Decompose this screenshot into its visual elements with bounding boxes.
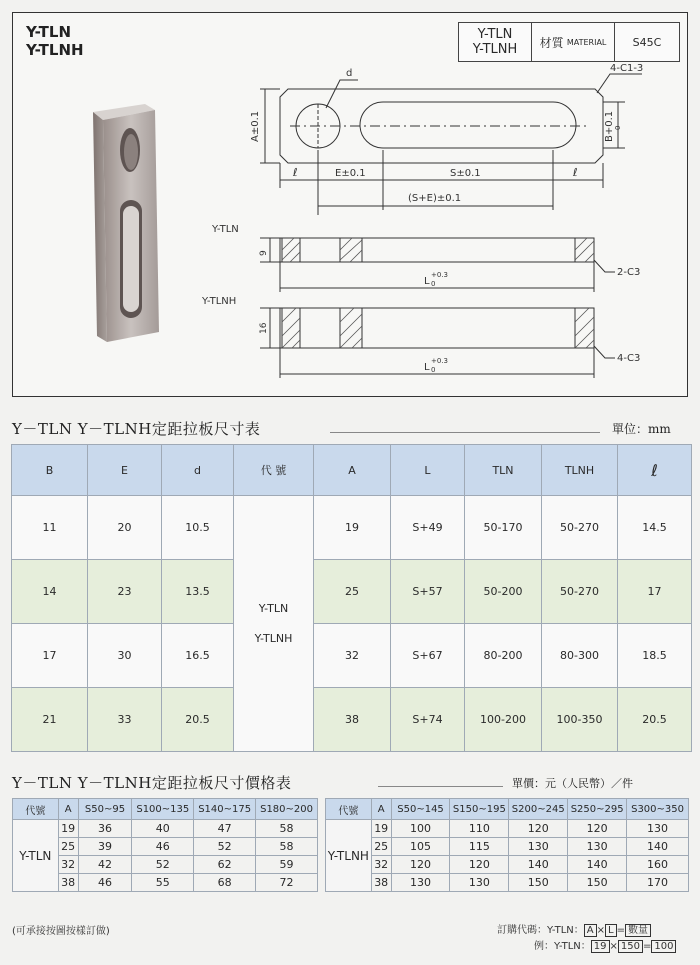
price-tlnh-header: S200~245: [509, 799, 568, 820]
price-tln-row: [13, 874, 318, 892]
spec-table: [11, 444, 692, 752]
label-A: A±0.1: [250, 110, 261, 142]
label-B-tol: 0: [614, 125, 622, 130]
price-cell: 110: [450, 820, 509, 838]
price-cell: 52: [132, 856, 194, 874]
spec-cell: 19: [314, 496, 391, 560]
price-tlnh-header-code: 代號: [326, 799, 372, 820]
tlnh-L-tol-top: +0.3: [431, 357, 448, 365]
spec-cell: 14: [12, 560, 88, 624]
price-cell: 39: [78, 838, 132, 856]
tlnh-L: L: [424, 362, 430, 373]
tln-thickness: 9: [259, 250, 269, 256]
price-cell: 72: [256, 874, 318, 892]
price-cell: 62: [194, 856, 256, 874]
order-code-label: 訂購代碼：Y-TLN：: [497, 925, 584, 936]
price-tlnh-row: [326, 856, 689, 874]
tlnh-drawing-label: Y-TLNH: [202, 296, 237, 307]
price-cell: 47: [194, 820, 256, 838]
order-example-x: ×: [609, 941, 618, 952]
price-title: Y－TLN Y－TLNH定距拉板尺寸價格表: [12, 774, 292, 792]
material-model-tlnh: Y-TLNH: [472, 42, 518, 57]
spec-cell: 100-350: [542, 688, 618, 752]
spec-cell: 20.5: [162, 688, 234, 752]
price-tln-row: [13, 856, 318, 874]
price-cell: 19: [58, 820, 78, 838]
price-cell: 160: [627, 856, 689, 874]
material-model-tln: Y-TLN: [477, 27, 513, 42]
spec-cell: 80-200: [465, 624, 542, 688]
spec-header-TLNH: TLNH: [542, 445, 618, 496]
price-cell: 170: [627, 874, 689, 892]
spec-header-TLN: TLN: [465, 445, 542, 496]
spec-cell: 30: [88, 624, 162, 688]
slot-hole: [360, 102, 576, 148]
price-tlnh-header: S150~195: [450, 799, 509, 820]
tln-drawing-label: Y-TLN: [212, 224, 239, 235]
price-tln-header-code: 代號: [13, 799, 59, 820]
price-cell: 32: [371, 856, 391, 874]
price-cell: 100: [391, 820, 450, 838]
price-cell: 130: [568, 838, 627, 856]
label-d: d: [346, 68, 353, 79]
spec-unit: 單位：mm: [612, 422, 671, 436]
price-tlnh-header-A: A: [371, 799, 391, 820]
spec-cell: 32: [314, 624, 391, 688]
tlnh-thickness: 16: [259, 322, 269, 334]
price-cell: 38: [58, 874, 78, 892]
order-example-A: 19: [591, 940, 610, 953]
spec-cell: 10.5: [162, 496, 234, 560]
price-tlnh-header-row: [326, 799, 689, 820]
price-cell: 120: [568, 820, 627, 838]
spec-cell: 100-200: [465, 688, 542, 752]
spec-code-cell: [234, 496, 314, 752]
price-cell: 52: [194, 838, 256, 856]
tln-chamfer: 2-C3: [617, 267, 641, 278]
price-cell: 115: [450, 838, 509, 856]
price-cell: 140: [568, 856, 627, 874]
technical-drawing: [190, 60, 680, 395]
price-cell: 150: [509, 874, 568, 892]
price-tln-header: S100~135: [132, 799, 194, 820]
price-cell: 150: [568, 874, 627, 892]
spec-cell: 17: [12, 624, 88, 688]
price-unit: 單價：元（人民幣）／件: [512, 777, 633, 790]
order-code-A: A: [584, 924, 597, 937]
price-cell: 59: [256, 856, 318, 874]
price-cell: 36: [78, 820, 132, 838]
price-cell: 40: [132, 820, 194, 838]
order-code-qty: 數量: [625, 924, 651, 937]
spec-header-l: ℓ: [618, 445, 692, 496]
price-cell: 25: [58, 838, 78, 856]
tln-L-tol-bottom: 0: [431, 280, 436, 288]
spec-cell: S+49: [391, 496, 465, 560]
tlnh-chamfer: 4-C3: [617, 353, 641, 364]
model-title-tlnh: Y-TLNH: [26, 41, 84, 59]
price-cell: 105: [391, 838, 450, 856]
spec-header-L: L: [391, 445, 465, 496]
material-value: S45C: [632, 35, 662, 49]
price-tlnh-header: S50~145: [391, 799, 450, 820]
spec-header-code: 代 號: [234, 445, 314, 496]
spec-header-row: [12, 445, 692, 496]
label-S: S±0.1: [450, 168, 481, 179]
price-cell: 68: [194, 874, 256, 892]
price-tln-code: Y-TLN: [13, 820, 59, 892]
price-tlnh-row: [326, 838, 689, 856]
price-cell: 46: [78, 874, 132, 892]
price-cell: 120: [391, 856, 450, 874]
spec-header-B: B: [12, 445, 88, 496]
order-example-label: 例：Y-TLN：: [534, 941, 591, 952]
price-cell: 140: [627, 838, 689, 856]
label-E: E±0.1: [335, 168, 366, 179]
price-table-tln: [12, 798, 318, 892]
order-example-line: [534, 937, 676, 953]
price-tln-header: S140~175: [194, 799, 256, 820]
spec-cell: S+67: [391, 624, 465, 688]
spec-cell: 20: [88, 496, 162, 560]
spec-cell: 50-270: [542, 496, 618, 560]
order-example-qty: 100: [651, 940, 676, 953]
spec-row: [12, 688, 692, 752]
price-tlnh-row: [326, 874, 689, 892]
price-tlnh-header: S300~350: [627, 799, 689, 820]
spec-cell: S+57: [391, 560, 465, 624]
spec-cell: 23: [88, 560, 162, 624]
price-tln-row: [13, 820, 318, 838]
material-label: [532, 23, 615, 61]
price-cell: 58: [256, 838, 318, 856]
price-cell: 140: [509, 856, 568, 874]
price-tln-header: S180~200: [256, 799, 318, 820]
spec-cell: 50-170: [465, 496, 542, 560]
price-tln-header-row: [13, 799, 318, 820]
label-SE: (S+E)±0.1: [408, 193, 462, 204]
price-cell: 46: [132, 838, 194, 856]
spec-cell: 13.5: [162, 560, 234, 624]
spec-cell: 50-200: [465, 560, 542, 624]
spec-cell: 18.5: [618, 624, 692, 688]
spec-cell: 33: [88, 688, 162, 752]
spec-cell: S+74: [391, 688, 465, 752]
order-code-line: [497, 921, 651, 937]
label-chamfer-top: 4-C1-3: [610, 63, 644, 74]
price-cell: 58: [256, 820, 318, 838]
price-cell: 42: [78, 856, 132, 874]
spec-header-d: d: [162, 445, 234, 496]
spec-cell: 21: [12, 688, 88, 752]
material-label-en: MATERIAL: [566, 37, 607, 47]
spec-cell: 17: [618, 560, 692, 624]
price-cell: 130: [450, 874, 509, 892]
spec-cell: 50-270: [542, 560, 618, 624]
spec-row: [12, 496, 692, 560]
label-l-left: ℓ: [293, 166, 298, 179]
spec-cell: 14.5: [618, 496, 692, 560]
price-tlnh-code: Y-TLNH: [326, 820, 372, 892]
tln-L: L: [424, 276, 430, 287]
spec-row: [12, 560, 692, 624]
price-cell: 19: [371, 820, 391, 838]
spec-code-tlnh: Y-TLNH: [254, 631, 293, 645]
price-tlnh-row: [326, 820, 689, 838]
spec-header-A: A: [314, 445, 391, 496]
product-photo: [85, 100, 185, 350]
tln-side-view: [280, 238, 594, 262]
spec-title-rule: [330, 432, 600, 433]
spec-cell: 20.5: [618, 688, 692, 752]
label-B: B+0.1: [604, 110, 615, 142]
order-example-eq: =: [643, 941, 652, 952]
order-code-L: L: [605, 924, 617, 937]
spec-header-E: E: [88, 445, 162, 496]
price-cell: 130: [627, 820, 689, 838]
spec-cell: 80-300: [542, 624, 618, 688]
order-code-x: ×: [596, 925, 606, 936]
price-cell: 130: [509, 838, 568, 856]
spec-row: [12, 624, 692, 688]
custom-order-note: (可承接按圖按樣訂做): [12, 926, 110, 937]
price-cell: 32: [58, 856, 78, 874]
spec-title: Y－TLN Y－TLNH定距拉板尺寸表: [12, 420, 261, 438]
material-box: [458, 22, 680, 62]
material-models: [459, 23, 532, 61]
price-cell: 130: [391, 874, 450, 892]
spec-code-tln: Y-TLN: [258, 601, 289, 615]
price-cell: 120: [450, 856, 509, 874]
tln-L-tol-top: +0.3: [431, 271, 448, 279]
price-cell: 55: [132, 874, 194, 892]
price-table-tlnh: [325, 798, 689, 892]
material-label-cn: 材質: [539, 35, 564, 50]
price-title-rule: [378, 786, 503, 787]
label-l-right: ℓ: [573, 166, 578, 179]
order-example-L: 150: [618, 940, 643, 953]
spec-cell: 16.5: [162, 624, 234, 688]
price-tln-header: S50~95: [78, 799, 132, 820]
price-cell: 120: [509, 820, 568, 838]
price-tln-row: [13, 838, 318, 856]
spec-cell: 11: [12, 496, 88, 560]
price-tlnh-header: S250~295: [568, 799, 627, 820]
price-cell: 38: [371, 874, 391, 892]
spec-cell: 38: [314, 688, 391, 752]
tlnh-side-view: [280, 308, 594, 348]
spec-cell: 25: [314, 560, 391, 624]
price-tln-header-A: A: [58, 799, 78, 820]
tlnh-L-tol-bottom: 0: [431, 366, 436, 374]
order-code-eq: =: [616, 925, 625, 936]
model-title-tln: Y-TLN: [26, 23, 72, 41]
price-cell: 25: [371, 838, 391, 856]
